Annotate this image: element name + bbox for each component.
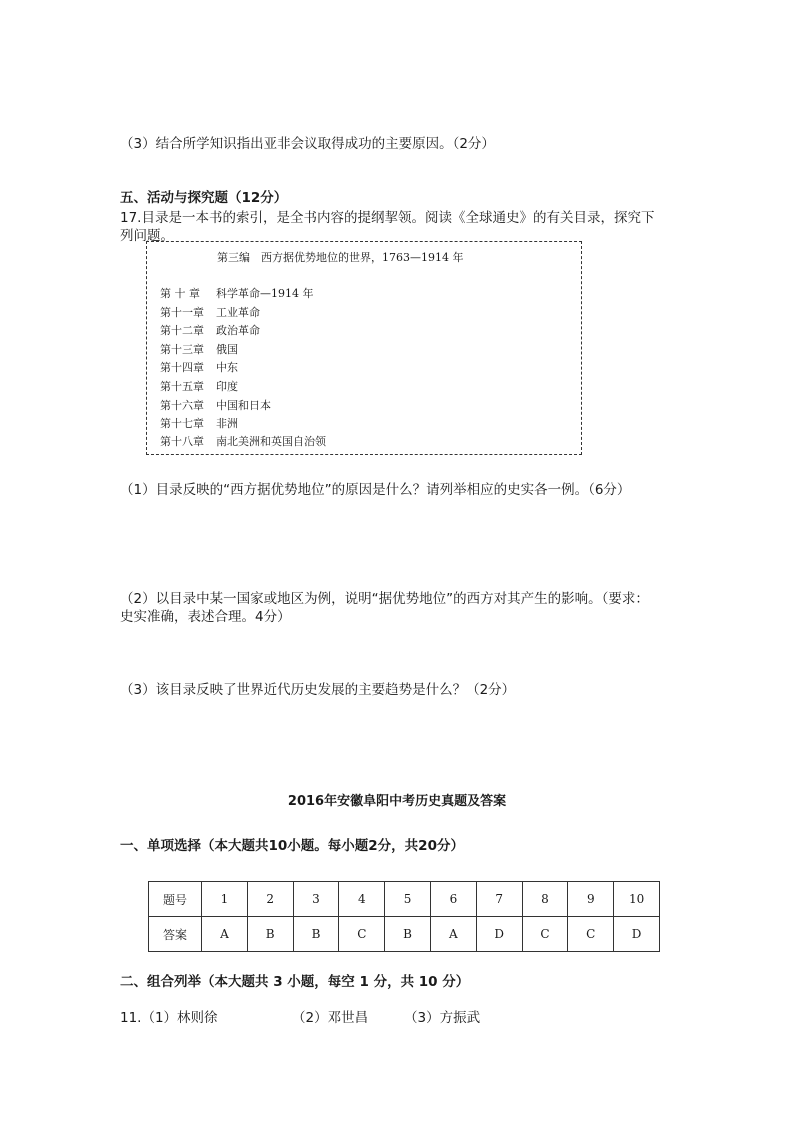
question-17-3: （3）该目录反映了世界近代历史发展的主要趋势是什么？（2分） (120, 682, 516, 698)
toc-chapter: 第十三章 俄国 (160, 343, 238, 356)
answer-table (148, 881, 660, 952)
toc-chapter: 第十七章 非洲 (160, 417, 238, 430)
question-17-stem-line1: 17.目录是一本书的索引，是全书内容的提纲挈领。阅读《全球通史》的有关目录，探究下 (120, 210, 655, 226)
table-row (149, 882, 660, 917)
question-number-cell: 4 (339, 882, 385, 917)
question-number-cell: 5 (385, 882, 431, 917)
toc-title: 第三编 西方据优势地位的世界，1763—1914 年 (217, 251, 464, 264)
answer-cell: A (202, 917, 248, 952)
answer-cell: C (339, 917, 385, 952)
toc-chapter: 第十六章 中国和日本 (160, 399, 271, 412)
table-row-label: 答案 (149, 917, 202, 952)
table-row-label: 题号 (149, 882, 202, 917)
section-5-heading: 五、活动与探究题（12分） (120, 190, 288, 206)
toc-chapter: 第十四章 中东 (160, 361, 238, 374)
answer-cell: D (476, 917, 522, 952)
question-17-2-line2: 史实准确，表述合理。4分） (120, 609, 291, 625)
question-number-cell: 3 (293, 882, 339, 917)
section-1-heading: 一、单项选择（本大题共10小题。每小题2分，共20分） (120, 838, 464, 854)
answer-cell: A (430, 917, 476, 952)
toc-chapter: 第十五章 印度 (160, 380, 238, 393)
toc-chapter: 第 十 章 科学革命—1914 年 (160, 287, 314, 300)
answer-section-title: 2016年安徽阜阳中考历史真题及答案 (287, 794, 507, 809)
table-of-contents-box (146, 241, 582, 455)
table-row (149, 917, 660, 952)
answer-cell: D (614, 917, 660, 952)
answer-cell: B (293, 917, 339, 952)
section-2-heading: 二、组合列举（本大题共 3 小题，每空 1 分，共 10 分） (120, 974, 470, 990)
question-17-2-line1: （2）以目录中某一国家或地区为例，说明“据优势地位”的西方对其产生的影响。（要求： (120, 591, 649, 607)
toc-chapter: 第十八章 南北美洲和英国自治领 (160, 435, 326, 448)
answer-cell: B (247, 917, 293, 952)
question-16-3: （3）结合所学知识指出亚非会议取得成功的主要原因。（2分） (120, 136, 495, 152)
answer-11-part3: （3）方振武 (404, 1010, 481, 1026)
question-number-cell: 2 (247, 882, 293, 917)
question-17-1: （1）目录反映的“西方据优势地位”的原因是什么？请列举相应的史实各一例。（6分） (120, 482, 631, 498)
toc-chapter: 第十一章 工业革命 (160, 306, 260, 319)
answer-cell: C (568, 917, 614, 952)
question-17-stem-line2: 列问题。 (120, 228, 174, 244)
question-number-cell: 6 (430, 882, 476, 917)
question-number-cell: 9 (568, 882, 614, 917)
question-number-cell: 1 (202, 882, 248, 917)
toc-chapter: 第十二章 政治革命 (160, 324, 260, 337)
answer-11-part2: （2）邓世昌 (292, 1010, 369, 1026)
question-number-cell: 10 (614, 882, 660, 917)
answer-11-part1: 11.（1）林则徐 (120, 1010, 218, 1026)
question-number-cell: 7 (476, 882, 522, 917)
question-number-cell: 8 (522, 882, 568, 917)
answer-cell: B (385, 917, 431, 952)
answer-cell: C (522, 917, 568, 952)
